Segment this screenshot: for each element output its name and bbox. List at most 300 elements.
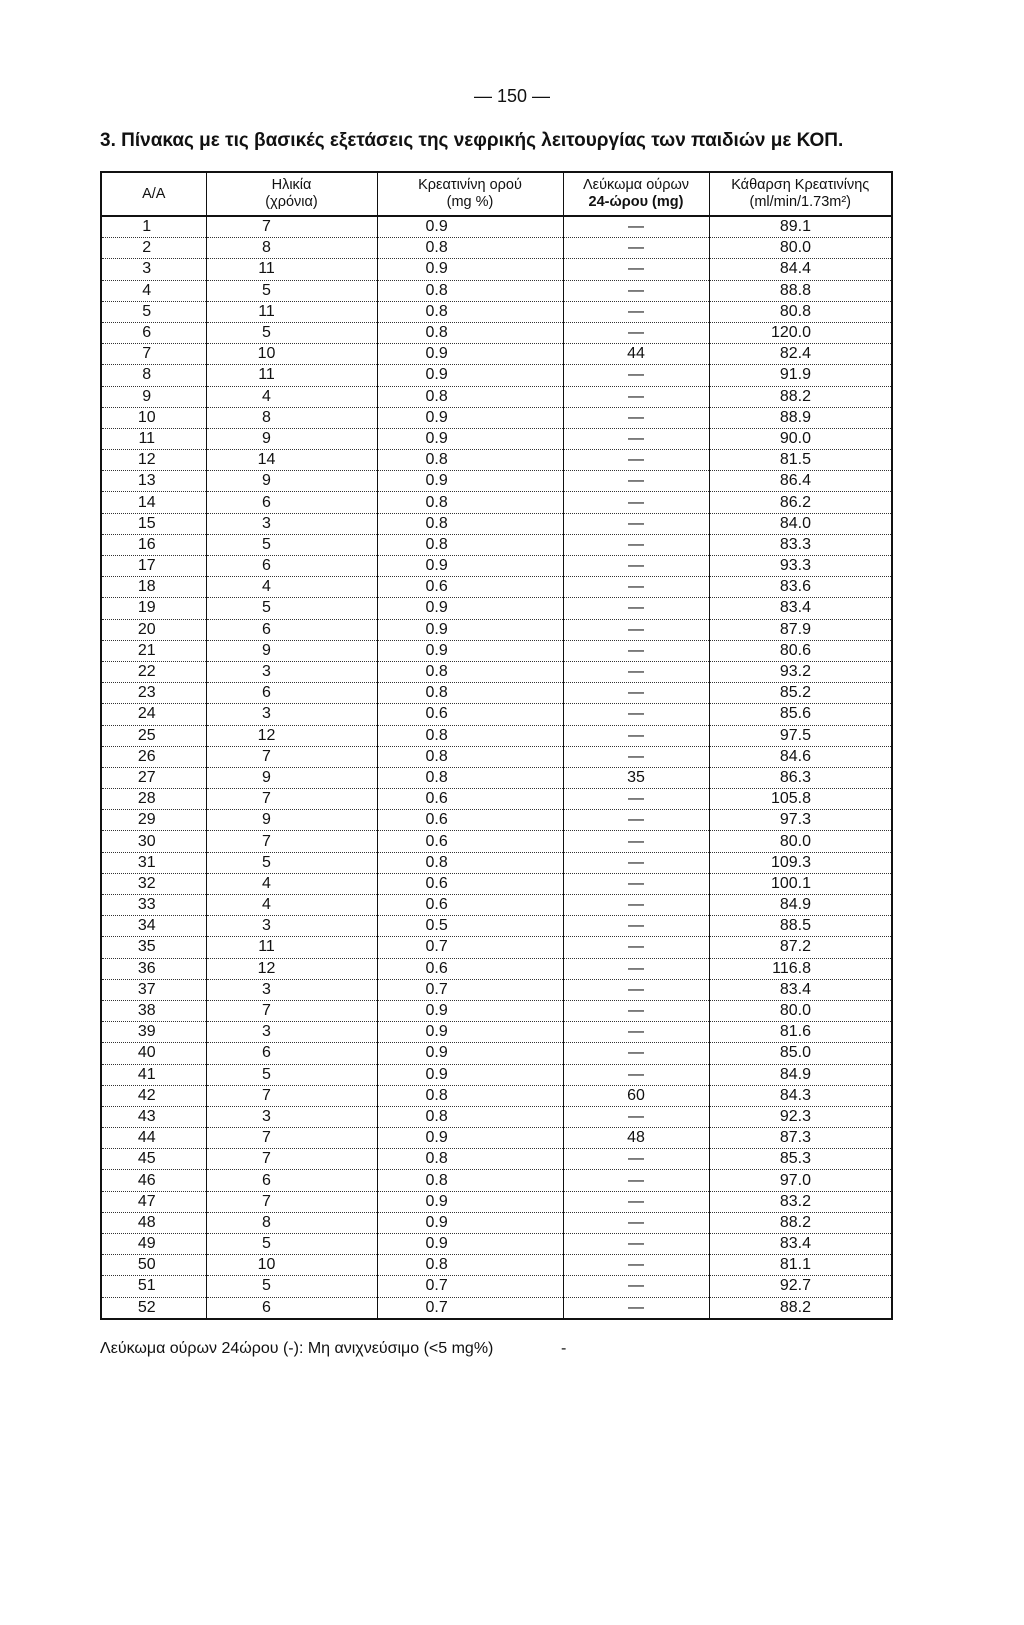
table-row — [101, 1297, 892, 1319]
cell-clearance: 80.6 — [709, 640, 892, 661]
table-row — [101, 873, 892, 894]
cell-aa: 6 — [101, 322, 206, 343]
table-row — [101, 767, 892, 788]
cell-protein: — — [563, 365, 709, 386]
cell-clearance: 87.9 — [709, 619, 892, 640]
table-row — [101, 365, 892, 386]
cell-aa: 27 — [101, 767, 206, 788]
cell-creatinine: 0.8 — [377, 767, 563, 788]
cell-creatinine: 0.8 — [377, 1149, 563, 1170]
table-row — [101, 1234, 892, 1255]
table-row — [101, 852, 892, 873]
cell-clearance: 97.5 — [709, 725, 892, 746]
cell-aa: 16 — [101, 534, 206, 555]
cell-protein: — — [563, 471, 709, 492]
cell-aa: 39 — [101, 1022, 206, 1043]
cell-protein: — — [563, 598, 709, 619]
cell-creatinine: 0.8 — [377, 450, 563, 471]
cell-age: 3 — [206, 513, 377, 534]
cell-protein: — — [563, 556, 709, 577]
cell-clearance: 83.2 — [709, 1191, 892, 1212]
cell-protein: — — [563, 1255, 709, 1276]
cell-aa: 17 — [101, 556, 206, 577]
cell-age: 3 — [206, 661, 377, 682]
table-row — [101, 661, 892, 682]
cell-protein: 35 — [563, 767, 709, 788]
table-row — [101, 619, 892, 640]
cell-age: 5 — [206, 1276, 377, 1297]
cell-protein: — — [563, 704, 709, 725]
cell-protein: — — [563, 852, 709, 873]
cell-clearance: 97.3 — [709, 810, 892, 831]
cell-clearance: 116.8 — [709, 958, 892, 979]
table-row — [101, 428, 892, 449]
cell-clearance: 91.9 — [709, 365, 892, 386]
header-aa: Α/Α — [101, 172, 206, 216]
cell-age: 7 — [206, 746, 377, 767]
cell-clearance: 86.3 — [709, 767, 892, 788]
cell-creatinine: 0.6 — [377, 704, 563, 725]
cell-aa: 29 — [101, 810, 206, 831]
cell-aa: 37 — [101, 979, 206, 1000]
cell-protein: — — [563, 513, 709, 534]
cell-creatinine: 0.8 — [377, 1085, 563, 1106]
table-row — [101, 1085, 892, 1106]
cell-aa: 8 — [101, 365, 206, 386]
cell-aa: 13 — [101, 471, 206, 492]
cell-protein: — — [563, 428, 709, 449]
cell-clearance: 97.0 — [709, 1170, 892, 1191]
table-row — [101, 1043, 892, 1064]
cell-age: 5 — [206, 280, 377, 301]
cell-age: 11 — [206, 301, 377, 322]
cell-creatinine: 0.9 — [377, 365, 563, 386]
cell-age: 6 — [206, 1043, 377, 1064]
cell-creatinine: 0.8 — [377, 238, 563, 259]
cell-creatinine: 0.7 — [377, 1297, 563, 1319]
cell-aa: 3 — [101, 259, 206, 280]
cell-aa: 24 — [101, 704, 206, 725]
table-row — [101, 937, 892, 958]
cell-aa: 38 — [101, 1000, 206, 1021]
cell-aa: 47 — [101, 1191, 206, 1212]
cell-age: 8 — [206, 238, 377, 259]
cell-creatinine: 0.8 — [377, 1170, 563, 1191]
cell-creatinine: 0.9 — [377, 1191, 563, 1212]
cell-creatinine: 0.6 — [377, 895, 563, 916]
cell-creatinine: 0.7 — [377, 979, 563, 1000]
cell-age: 12 — [206, 725, 377, 746]
cell-creatinine: 0.8 — [377, 492, 563, 513]
cell-protein: — — [563, 1276, 709, 1297]
cell-age: 7 — [206, 1128, 377, 1149]
cell-creatinine: 0.8 — [377, 301, 563, 322]
cell-aa: 21 — [101, 640, 206, 661]
cell-protein: — — [563, 661, 709, 682]
cell-aa: 2 — [101, 238, 206, 259]
table-row — [101, 301, 892, 322]
table-row — [101, 1276, 892, 1297]
cell-clearance: 81.6 — [709, 1022, 892, 1043]
table-row — [101, 259, 892, 280]
cell-creatinine: 0.8 — [377, 280, 563, 301]
cell-protein: 60 — [563, 1085, 709, 1106]
cell-aa: 12 — [101, 450, 206, 471]
cell-protein: — — [563, 322, 709, 343]
table-row — [101, 725, 892, 746]
cell-age: 7 — [206, 1085, 377, 1106]
table-row — [101, 1128, 892, 1149]
cell-age: 4 — [206, 873, 377, 894]
cell-clearance: 105.8 — [709, 789, 892, 810]
cell-protein: — — [563, 916, 709, 937]
cell-aa: 50 — [101, 1255, 206, 1276]
cell-creatinine: 0.8 — [377, 852, 563, 873]
cell-creatinine: 0.9 — [377, 598, 563, 619]
cell-clearance: 85.2 — [709, 683, 892, 704]
cell-clearance: 88.5 — [709, 916, 892, 937]
cell-clearance: 80.0 — [709, 238, 892, 259]
table-body — [101, 216, 892, 1319]
table-row — [101, 704, 892, 725]
cell-protein: — — [563, 789, 709, 810]
cell-creatinine: 0.7 — [377, 1276, 563, 1297]
cell-age: 4 — [206, 386, 377, 407]
cell-creatinine: 0.9 — [377, 259, 563, 280]
cell-creatinine: 0.8 — [377, 1106, 563, 1127]
cell-aa: 41 — [101, 1064, 206, 1085]
table-row — [101, 556, 892, 577]
cell-age: 4 — [206, 895, 377, 916]
cell-clearance: 81.1 — [709, 1255, 892, 1276]
cell-age: 3 — [206, 1022, 377, 1043]
table-row — [101, 216, 892, 238]
cell-creatinine: 0.8 — [377, 746, 563, 767]
table-row — [101, 831, 892, 852]
cell-aa: 36 — [101, 958, 206, 979]
cell-clearance: 88.2 — [709, 1297, 892, 1319]
table-row — [101, 577, 892, 598]
cell-protein: — — [563, 937, 709, 958]
cell-clearance: 88.8 — [709, 280, 892, 301]
cell-protein: 48 — [563, 1128, 709, 1149]
cell-protein: — — [563, 895, 709, 916]
cell-clearance: 81.5 — [709, 450, 892, 471]
cell-protein: — — [563, 238, 709, 259]
cell-protein: — — [563, 746, 709, 767]
table-title: 3. Πίνακας με τις βασικές εξετάσεις της νεφρικής λειτουργίας των παιδιών με ΚΟΠ. — [100, 130, 844, 151]
cell-creatinine: 0.6 — [377, 789, 563, 810]
cell-clearance: 88.2 — [709, 1212, 892, 1233]
table-row — [101, 1000, 892, 1021]
cell-protein: — — [563, 640, 709, 661]
cell-age: 5 — [206, 852, 377, 873]
cell-creatinine: 0.6 — [377, 873, 563, 894]
cell-protein: — — [563, 1234, 709, 1255]
table-row — [101, 1064, 892, 1085]
cell-clearance: 88.2 — [709, 386, 892, 407]
cell-creatinine: 0.9 — [377, 1128, 563, 1149]
cell-clearance: 89.1 — [709, 216, 892, 238]
cell-clearance: 92.7 — [709, 1276, 892, 1297]
cell-aa: 7 — [101, 344, 206, 365]
cell-age: 3 — [206, 1106, 377, 1127]
cell-creatinine: 0.9 — [377, 1064, 563, 1085]
cell-clearance: 92.3 — [709, 1106, 892, 1127]
cell-age: 9 — [206, 767, 377, 788]
cell-protein: — — [563, 280, 709, 301]
header-creatinine: Κρεατινίνη ορού (mg %) — [377, 172, 563, 216]
cell-aa: 4 — [101, 280, 206, 301]
cell-clearance: 83.3 — [709, 534, 892, 555]
cell-clearance: 85.6 — [709, 704, 892, 725]
cell-clearance: 83.4 — [709, 598, 892, 619]
cell-protein: — — [563, 1043, 709, 1064]
cell-protein: — — [563, 1191, 709, 1212]
cell-creatinine: 0.9 — [377, 471, 563, 492]
cell-creatinine: 0.9 — [377, 619, 563, 640]
table-row — [101, 1255, 892, 1276]
table-row — [101, 344, 892, 365]
cell-aa: 19 — [101, 598, 206, 619]
cell-age: 8 — [206, 1212, 377, 1233]
table-row — [101, 322, 892, 343]
cell-protein: — — [563, 1000, 709, 1021]
page-number: — 150 — — [473, 86, 551, 106]
cell-aa: 18 — [101, 577, 206, 598]
table-row — [101, 1212, 892, 1233]
table-row — [101, 683, 892, 704]
cell-protein: — — [563, 386, 709, 407]
cell-age: 9 — [206, 428, 377, 449]
table-row — [101, 280, 892, 301]
cell-aa: 11 — [101, 428, 206, 449]
header-row — [101, 172, 892, 216]
cell-age: 5 — [206, 598, 377, 619]
cell-protein: — — [563, 577, 709, 598]
cell-age: 4 — [206, 577, 377, 598]
cell-protein: — — [563, 1170, 709, 1191]
cell-aa: 49 — [101, 1234, 206, 1255]
cell-aa: 44 — [101, 1128, 206, 1149]
cell-clearance: 83.4 — [709, 979, 892, 1000]
cell-creatinine: 0.8 — [377, 534, 563, 555]
cell-creatinine: 0.9 — [377, 1022, 563, 1043]
kidney-function-table — [100, 171, 893, 1320]
table-row — [101, 513, 892, 534]
header-age: Ηλικία (χρόνια) — [206, 172, 377, 216]
table-row — [101, 916, 892, 937]
cell-aa: 20 — [101, 619, 206, 640]
table-container — [100, 171, 888, 1625]
cell-aa: 23 — [101, 683, 206, 704]
table-row — [101, 407, 892, 428]
table-row — [101, 895, 892, 916]
cell-creatinine: 0.8 — [377, 683, 563, 704]
cell-creatinine: 0.8 — [377, 661, 563, 682]
cell-protein: — — [563, 450, 709, 471]
cell-creatinine: 0.9 — [377, 556, 563, 577]
cell-protein: — — [563, 958, 709, 979]
table-row — [101, 386, 892, 407]
cell-age: 7 — [206, 216, 377, 238]
cell-aa: 25 — [101, 725, 206, 746]
table-row — [101, 450, 892, 471]
cell-creatinine: 0.9 — [377, 407, 563, 428]
footnote: Λεύκωμα ούρων 24ώρου (-): Μη ανιχνεύσιμο (<5 mg%) — [100, 1340, 494, 1357]
cell-clearance: 86.4 — [709, 471, 892, 492]
cell-creatinine: 0.8 — [377, 322, 563, 343]
cell-age: 14 — [206, 450, 377, 471]
cell-creatinine: 0.9 — [377, 216, 563, 238]
cell-aa: 22 — [101, 661, 206, 682]
cell-aa: 48 — [101, 1212, 206, 1233]
cell-creatinine: 0.8 — [377, 725, 563, 746]
cell-creatinine: 0.6 — [377, 831, 563, 852]
cell-clearance: 90.0 — [709, 428, 892, 449]
cell-protein: — — [563, 1022, 709, 1043]
cell-aa: 31 — [101, 852, 206, 873]
table-row — [101, 979, 892, 1000]
cell-aa: 14 — [101, 492, 206, 513]
cell-creatinine: 0.9 — [377, 1212, 563, 1233]
cell-age: 11 — [206, 365, 377, 386]
table-row — [101, 1149, 892, 1170]
cell-protein: — — [563, 492, 709, 513]
cell-protein: — — [563, 1106, 709, 1127]
cell-age: 3 — [206, 704, 377, 725]
table-row — [101, 1106, 892, 1127]
cell-clearance: 82.4 — [709, 344, 892, 365]
cell-protein: — — [563, 873, 709, 894]
cell-aa: 42 — [101, 1085, 206, 1106]
cell-clearance: 85.3 — [709, 1149, 892, 1170]
cell-creatinine: 0.8 — [377, 513, 563, 534]
cell-creatinine: 0.9 — [377, 640, 563, 661]
cell-age: 7 — [206, 1000, 377, 1021]
cell-creatinine: 0.8 — [377, 1255, 563, 1276]
cell-aa: 15 — [101, 513, 206, 534]
cell-clearance: 88.9 — [709, 407, 892, 428]
cell-clearance: 87.2 — [709, 937, 892, 958]
table-row — [101, 810, 892, 831]
cell-age: 5 — [206, 322, 377, 343]
cell-creatinine: 0.9 — [377, 1000, 563, 1021]
table-row — [101, 746, 892, 767]
cell-clearance: 87.3 — [709, 1128, 892, 1149]
table-row — [101, 1191, 892, 1212]
table-row — [101, 640, 892, 661]
cell-aa: 32 — [101, 873, 206, 894]
cell-protein: — — [563, 1149, 709, 1170]
cell-aa: 10 — [101, 407, 206, 428]
cell-age: 3 — [206, 916, 377, 937]
cell-age: 5 — [206, 1234, 377, 1255]
cell-protein: — — [563, 979, 709, 1000]
table-row — [101, 958, 892, 979]
cell-age: 12 — [206, 958, 377, 979]
cell-age: 5 — [206, 534, 377, 555]
cell-age: 3 — [206, 979, 377, 1000]
cell-age: 7 — [206, 831, 377, 852]
cell-clearance: 120.0 — [709, 322, 892, 343]
cell-creatinine: 0.9 — [377, 428, 563, 449]
cell-clearance: 109.3 — [709, 852, 892, 873]
cell-clearance: 85.0 — [709, 1043, 892, 1064]
cell-protein: — — [563, 1212, 709, 1233]
cell-age: 8 — [206, 407, 377, 428]
cell-aa: 30 — [101, 831, 206, 852]
cell-age: 6 — [206, 1170, 377, 1191]
cell-aa: 43 — [101, 1106, 206, 1127]
cell-protein: — — [563, 831, 709, 852]
cell-protein: — — [563, 725, 709, 746]
cell-aa: 34 — [101, 916, 206, 937]
cell-clearance: 80.0 — [709, 1000, 892, 1021]
cell-clearance: 80.8 — [709, 301, 892, 322]
cell-creatinine: 0.9 — [377, 1043, 563, 1064]
cell-clearance: 83.4 — [709, 1234, 892, 1255]
cell-creatinine: 0.6 — [377, 577, 563, 598]
cell-age: 10 — [206, 344, 377, 365]
cell-creatinine: 0.6 — [377, 958, 563, 979]
footnote-mark: - — [561, 1340, 567, 1357]
cell-protein: — — [563, 259, 709, 280]
table-row — [101, 598, 892, 619]
cell-clearance: 84.3 — [709, 1085, 892, 1106]
cell-aa: 33 — [101, 895, 206, 916]
cell-protein: — — [563, 1064, 709, 1085]
cell-clearance: 93.3 — [709, 556, 892, 577]
cell-protein: — — [563, 407, 709, 428]
cell-aa: 9 — [101, 386, 206, 407]
cell-age: 9 — [206, 640, 377, 661]
table-row — [101, 1170, 892, 1191]
cell-age: 6 — [206, 556, 377, 577]
cell-creatinine: 0.9 — [377, 1234, 563, 1255]
cell-creatinine: 0.8 — [377, 386, 563, 407]
cell-aa: 26 — [101, 746, 206, 767]
header-protein: Λεύκωμα ούρων 24-ώρου (mg) — [563, 172, 709, 216]
table-row — [101, 534, 892, 555]
cell-clearance: 93.2 — [709, 661, 892, 682]
cell-clearance: 86.2 — [709, 492, 892, 513]
cell-age: 6 — [206, 619, 377, 640]
cell-age: 5 — [206, 1064, 377, 1085]
cell-protein: 44 — [563, 344, 709, 365]
cell-age: 6 — [206, 492, 377, 513]
cell-protein: — — [563, 683, 709, 704]
cell-clearance: 84.0 — [709, 513, 892, 534]
cell-aa: 45 — [101, 1149, 206, 1170]
cell-aa: 28 — [101, 789, 206, 810]
cell-clearance: 84.4 — [709, 259, 892, 280]
cell-clearance: 80.0 — [709, 831, 892, 852]
cell-protein: — — [563, 534, 709, 555]
table-row — [101, 789, 892, 810]
table-row — [101, 471, 892, 492]
cell-aa: 46 — [101, 1170, 206, 1191]
table-row — [101, 238, 892, 259]
cell-age: 10 — [206, 1255, 377, 1276]
cell-aa: 5 — [101, 301, 206, 322]
cell-aa: 40 — [101, 1043, 206, 1064]
cell-creatinine: 0.9 — [377, 344, 563, 365]
cell-age: 9 — [206, 471, 377, 492]
cell-protein: — — [563, 1297, 709, 1319]
header-clearance: Κάθαρση Κρεατινίνης (ml/min/1.73m²) — [709, 172, 892, 216]
cell-aa: 51 — [101, 1276, 206, 1297]
